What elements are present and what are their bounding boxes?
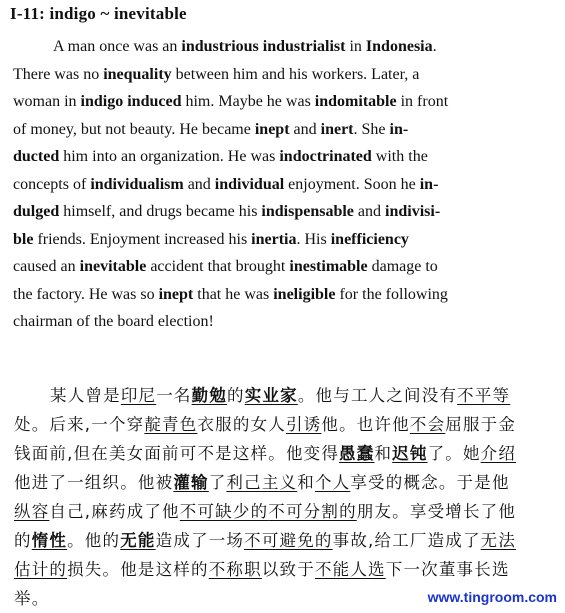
vocab-word: indoctrinated xyxy=(279,148,372,165)
english-line xyxy=(13,88,523,116)
text-run: chairman of the board election! xyxy=(13,313,214,330)
text-run: 。他与工人之间没有 xyxy=(297,386,458,405)
english-line xyxy=(13,143,523,171)
vocab-word: indigo induced xyxy=(80,93,182,110)
text-run: the factory. He was so xyxy=(13,285,159,303)
text-run: and xyxy=(289,120,321,138)
text-run: There was no xyxy=(13,65,104,83)
vocab-translation: 勤勉 xyxy=(191,386,228,405)
text-run: 的 xyxy=(227,386,245,405)
text-run: accident that brought xyxy=(146,258,290,275)
vocab-word: industrious industrialist xyxy=(181,38,346,55)
vocab-word: indivisi- xyxy=(385,203,441,220)
vocab-word: dulged xyxy=(13,203,60,220)
english-line xyxy=(13,61,523,89)
vocab-translation: 介绍 xyxy=(480,444,517,463)
text-run: 。他的 xyxy=(67,531,121,550)
text-run: himself, and drugs became his xyxy=(59,203,262,220)
vocab-word: in- xyxy=(389,120,409,138)
vocab-translation: 纵容 xyxy=(14,502,50,521)
text-run: . His xyxy=(296,230,331,248)
vocab-translation: 不会 xyxy=(409,415,446,434)
vocab-word: ble xyxy=(13,230,34,248)
vocab-word: inept xyxy=(254,120,290,138)
chinese-line xyxy=(14,555,530,584)
text-run: damage to xyxy=(367,258,438,275)
english-paragraph xyxy=(13,33,523,336)
text-run: that he was xyxy=(193,285,274,303)
text-run: 和 xyxy=(374,444,393,463)
text-run: for the following xyxy=(335,285,448,303)
vocab-translation: 愚蠢 xyxy=(339,444,375,463)
text-run: 事故,给工厂造成了 xyxy=(332,531,481,550)
text-run: between him and his workers. Later, a xyxy=(171,65,420,83)
vocab-word: inefficiency xyxy=(330,230,409,248)
text-run: of money, but not beauty. He became xyxy=(13,120,255,138)
vocab-word: individualism xyxy=(90,175,184,193)
english-line xyxy=(13,33,523,61)
vocab-word: indispensable xyxy=(261,203,354,220)
lesson-heading: I-11: indigo ~ inevitable xyxy=(10,4,187,23)
text-run: 了。她 xyxy=(427,444,481,463)
vocab-translation: 灌输 xyxy=(173,473,209,492)
site-watermark: www.tingroom.com xyxy=(427,589,557,605)
vocab-translation: 估计的 xyxy=(14,560,68,579)
vocab-translation: 不称职 xyxy=(208,560,262,579)
vocab-word: Indonesia xyxy=(365,38,433,55)
text-run: 屈服于金 xyxy=(445,415,517,434)
text-run: . She xyxy=(353,120,390,138)
vocab-translation: 不可缺少的 xyxy=(179,502,269,521)
text-run: 下一次董事长选 xyxy=(385,560,510,579)
chinese-paragraph xyxy=(14,381,530,613)
text-run: 以致于 xyxy=(261,560,315,579)
vocab-translation: 无能 xyxy=(120,531,156,550)
text-run: caused an xyxy=(13,258,80,275)
english-line xyxy=(13,226,523,254)
vocab-translation: 不可避免的 xyxy=(244,531,333,550)
text-run: 自己,麻药成了他 xyxy=(49,502,180,521)
vocab-translation: 惰性 xyxy=(31,531,68,550)
vocab-translation: 个人 xyxy=(314,473,351,492)
vocab-translation: 实业家 xyxy=(244,386,298,405)
vocab-translation: 利己主义 xyxy=(226,473,298,492)
text-run: concepts of xyxy=(13,175,91,193)
vocab-translation: 不能人选 xyxy=(314,560,386,579)
text-run: 享受的概念。于是他 xyxy=(350,473,510,492)
chinese-line xyxy=(14,526,530,555)
english-line xyxy=(13,253,523,281)
text-run: A man once was an xyxy=(53,38,182,55)
text-run: 衣服的女人 xyxy=(197,415,286,434)
text-run: in xyxy=(345,38,366,55)
vocab-word: ineligible xyxy=(273,285,336,303)
vocab-word: inestimable xyxy=(289,258,368,275)
text-run: 了 xyxy=(208,473,227,492)
vocab-word: ducted xyxy=(13,148,60,165)
chinese-line xyxy=(14,468,530,497)
vocab-word: individual xyxy=(214,175,285,193)
chinese-line xyxy=(14,381,530,410)
vocab-translation: 迟钝 xyxy=(392,444,428,463)
vocab-translation: 不平等 xyxy=(457,386,511,405)
chinese-line xyxy=(14,410,530,439)
english-line xyxy=(13,308,523,336)
text-run: 造成了一场 xyxy=(155,531,245,550)
vocab-word: inert xyxy=(320,120,354,138)
vocab-word: inertia xyxy=(251,230,297,248)
vocab-translation: 无法 xyxy=(480,531,517,550)
english-line xyxy=(13,198,523,226)
vocab-word: inequality xyxy=(103,65,172,83)
text-run: 钱面前,但在美女面前可不是这样。他变得 xyxy=(14,444,340,463)
vocab-word: in- xyxy=(419,175,439,193)
english-line xyxy=(13,116,523,144)
vocab-word: inevitable xyxy=(79,258,147,275)
text-run: 处。后来,一个穿 xyxy=(14,415,145,434)
text-run: 举。 xyxy=(14,589,50,608)
text-run: 和 xyxy=(297,473,315,492)
text-run: 的 xyxy=(14,531,32,550)
vocab-translation: 靛青色 xyxy=(144,415,198,434)
vocab-translation: 不可分割的 xyxy=(268,502,357,521)
text-run: 某人曾是 xyxy=(50,386,121,405)
english-line xyxy=(13,281,523,309)
text-run: him. Maybe he was xyxy=(181,93,315,110)
vocab-word: inept xyxy=(158,285,194,303)
chinese-line xyxy=(14,439,530,468)
text-run: 一名 xyxy=(156,386,192,405)
text-run: in front xyxy=(396,93,449,110)
vocab-translation: 引诱 xyxy=(285,415,322,434)
text-run: and xyxy=(183,175,215,193)
text-run: and xyxy=(353,203,386,220)
chinese-line xyxy=(14,497,530,526)
text-run: 他进了一组织。他被 xyxy=(14,473,174,492)
text-run: friends. Enjoyment increased his xyxy=(33,230,252,248)
text-run: him into an organization. He was xyxy=(59,148,280,165)
vocab-word: indomitable xyxy=(314,93,397,110)
text-run: woman in xyxy=(13,93,81,110)
text-run: . xyxy=(432,38,437,55)
vocab-translation: 印尼 xyxy=(120,386,157,405)
text-run: 朋友。享受增长了他 xyxy=(356,502,517,521)
english-line xyxy=(13,171,523,199)
text-run: with the xyxy=(371,148,428,165)
text-run: 损失。他是这样的 xyxy=(67,560,209,579)
text-run: enjoyment. Soon he xyxy=(284,175,420,193)
text-run: 他。也许他 xyxy=(321,415,410,434)
